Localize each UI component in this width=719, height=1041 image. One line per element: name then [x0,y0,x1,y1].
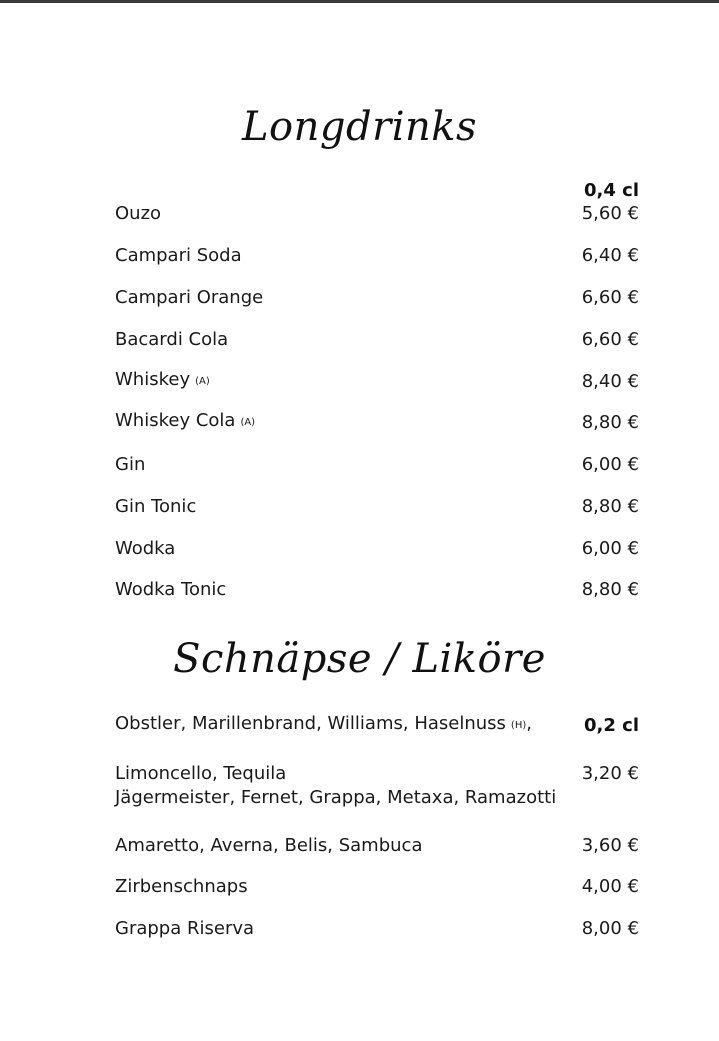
item-price: 8,40 € [581,371,639,392]
allergen-marker: (A) [195,376,210,387]
unit-header-longdrinks: 0,4 cl [584,180,639,201]
menu-item-grappa-riserva [115,917,639,941]
item-name: Gin Tonic [115,496,197,517]
menu-item-zirbenschnaps [115,875,639,899]
item-price: 5,60 € [581,203,639,224]
menu-item-wodka [115,537,639,561]
item-name: Wodka Tonic [115,579,227,600]
item-name: Wodka [115,538,176,559]
item-price: 6,60 € [581,329,639,350]
menu-item-wodka-tonic [115,578,639,602]
item-name: Whiskey Cola [115,410,236,431]
section-title-schnaepse: Schnäpse / Liköre [173,636,546,682]
top-border [0,0,719,3]
menu-item-whiskey [115,370,639,394]
menu-item-whiskey-cola [115,411,639,435]
item-name-suffix: , [526,713,532,734]
allergen-marker: (H) [510,720,527,731]
item-name: Campari Orange [115,287,264,308]
menu-item-gin-tonic [115,495,639,519]
menu-item-jaegermeister-group [115,787,639,858]
item-price: 8,80 € [581,412,639,433]
item-name-line2: Limoncello, Tequila [115,763,287,784]
item-price: 8,00 € [581,918,639,939]
item-name: Gin [115,454,146,475]
item-price: 8,80 € [581,579,639,600]
item-price: 6,40 € [581,245,639,266]
item-price: 3,60 € [581,835,639,856]
item-price: 6,00 € [581,454,639,475]
unit-header-schnaepse: 0,2 cl [584,715,639,736]
item-name-line1: Obstler, Marillenbrand, Williams, Haselnuss [115,713,506,734]
item-price: 6,00 € [581,538,639,559]
item-name: Whiskey [115,369,191,390]
item-name-line1: Jägermeister, Fernet, Grappa, Metaxa, Ramazotti [115,787,557,808]
menu-item-campari-orange [115,286,639,310]
menu-item-ouzo [115,202,639,226]
item-name: Zirbenschnaps [115,876,248,897]
menu-item-bacardi-cola [115,328,639,352]
item-name: Ouzo [115,203,162,224]
item-name: Bacardi Cola [115,329,229,350]
menu-item-gin [115,453,639,477]
item-price: 3,20 € [581,763,639,784]
menu-item-campari-soda [115,244,639,268]
item-name: Campari Soda [115,245,242,266]
item-name-line2: Amaretto, Averna, Belis, Sambuca [115,835,423,856]
allergen-marker: (A) [240,417,256,428]
item-price: 6,60 € [581,287,639,308]
item-price: 4,00 € [581,876,639,897]
item-name: Grappa Riserva [115,918,255,939]
item-price: 8,80 € [581,496,639,517]
section-title-longdrinks: Longdrinks [241,104,478,150]
